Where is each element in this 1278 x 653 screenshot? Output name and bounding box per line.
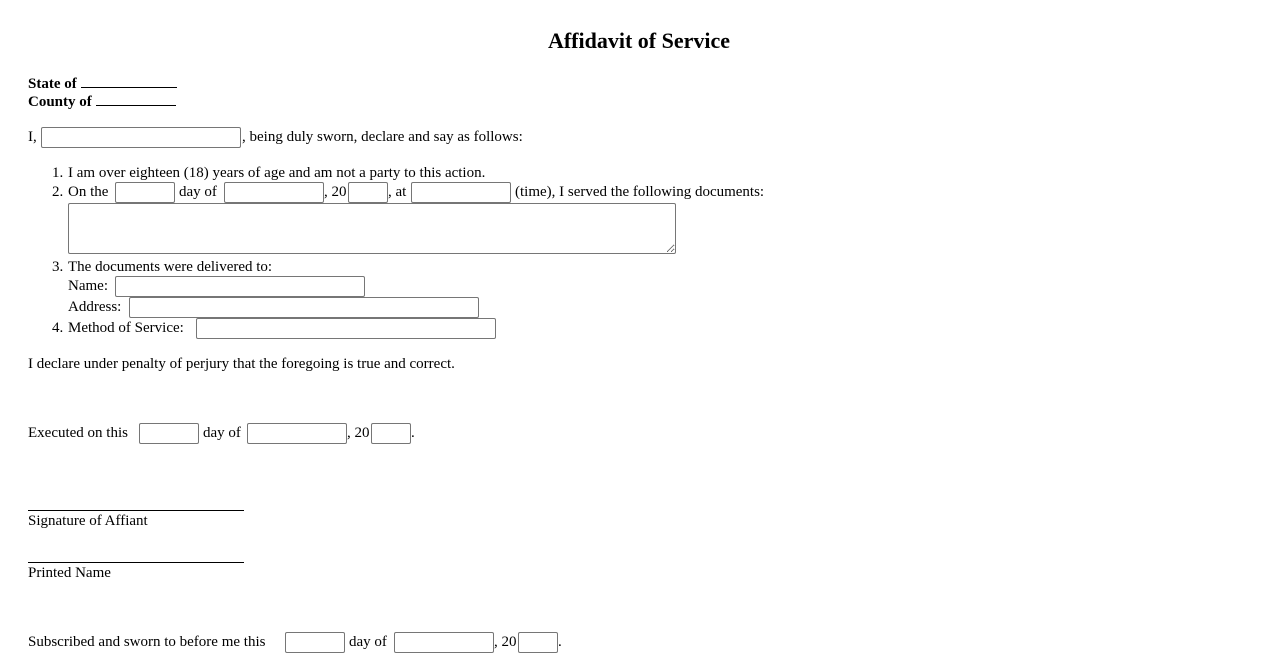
executed-comma-20: , 20 bbox=[347, 425, 370, 441]
recipient-address-input[interactable] bbox=[129, 297, 479, 318]
item-3-text: The documents were delivered to: bbox=[68, 259, 273, 275]
item-number-3: 3. bbox=[52, 259, 64, 275]
page-title: Affidavit of Service bbox=[547, 28, 731, 53]
item-2-comma-20: , 20 bbox=[324, 184, 347, 200]
declaration-text: I declare under penalty of perjury that the foregoing is true and correct. bbox=[28, 356, 455, 372]
recipient-name-input[interactable] bbox=[115, 276, 365, 297]
service-month-input[interactable] bbox=[224, 182, 324, 203]
documents-textarea[interactable] bbox=[68, 203, 676, 254]
subscribed-prefix: Subscribed and sworn to before me this bbox=[28, 634, 266, 650]
method-of-service-input[interactable] bbox=[196, 318, 496, 339]
service-year-input[interactable] bbox=[348, 182, 388, 203]
executed-year-input[interactable] bbox=[371, 423, 411, 444]
item-2-on-the: On the bbox=[68, 184, 109, 200]
service-day-input[interactable] bbox=[115, 182, 175, 203]
executed-day-input[interactable] bbox=[139, 423, 199, 444]
item-number-4: 4. bbox=[52, 320, 64, 336]
recipient-address-label: Address: bbox=[68, 299, 122, 315]
affiant-name-input[interactable] bbox=[41, 127, 241, 148]
executed-prefix: Executed on this bbox=[28, 425, 128, 441]
executed-month-input[interactable] bbox=[247, 423, 347, 444]
state-line bbox=[28, 75, 177, 93]
county-blank bbox=[96, 93, 176, 106]
subscribed-comma-20: , 20 bbox=[494, 634, 517, 650]
item-1-text: I am over eighteen (18) years of age and am not a party to this action. bbox=[68, 165, 486, 181]
subscribed-day-of: day of bbox=[349, 634, 387, 650]
subscribed-period: . bbox=[558, 634, 562, 650]
item-number-2: 2. bbox=[52, 184, 64, 200]
state-label: State of bbox=[28, 76, 77, 92]
state-blank bbox=[81, 75, 177, 88]
signature-label: Signature of Affiant bbox=[28, 513, 148, 529]
printed-name-label: Printed Name bbox=[28, 565, 111, 581]
method-of-service-label: Method of Service: bbox=[68, 320, 184, 336]
intro-suffix: , being duly sworn, declare and say as follows: bbox=[242, 129, 523, 145]
executed-day-of: day of bbox=[203, 425, 241, 441]
intro-prefix: I, bbox=[28, 129, 37, 145]
item-2-day-of: day of bbox=[179, 184, 217, 200]
item-number-1: 1. bbox=[52, 165, 64, 181]
service-time-input[interactable] bbox=[411, 182, 511, 203]
item-2-suffix: (time), I served the following documents: bbox=[515, 184, 765, 200]
item-2-comma-at: , at bbox=[388, 184, 407, 200]
recipient-name-label: Name: bbox=[68, 278, 108, 294]
county-label: County of bbox=[28, 94, 92, 110]
signature-line bbox=[28, 510, 244, 511]
county-line bbox=[28, 93, 176, 111]
printed-name-line bbox=[28, 562, 244, 563]
executed-period: . bbox=[411, 425, 415, 441]
